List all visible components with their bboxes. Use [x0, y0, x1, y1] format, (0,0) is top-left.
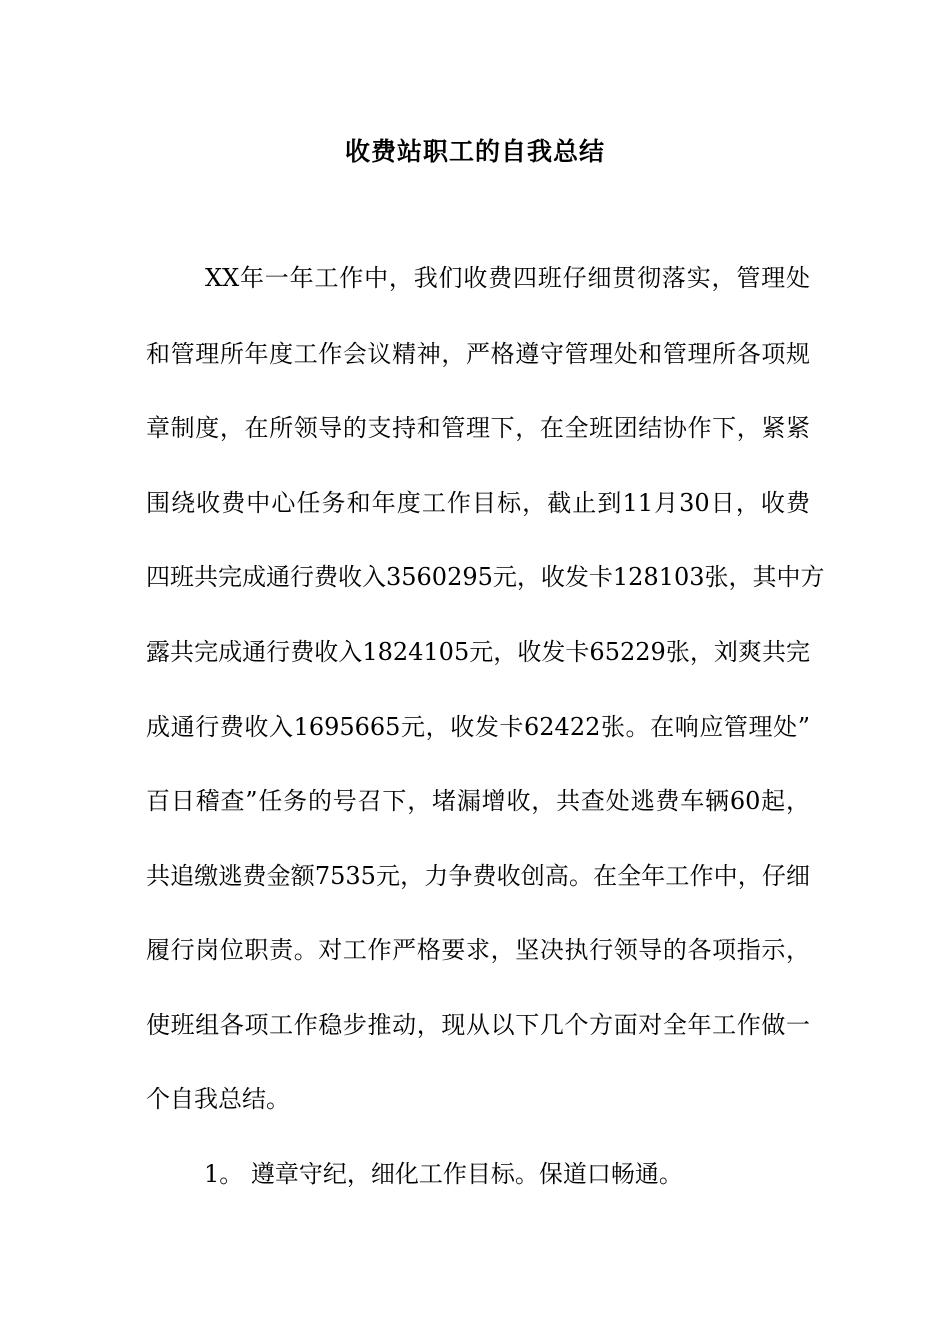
section-heading: 1。 遵章守纪，细化工作目标。保道口畅通。: [204, 1160, 683, 1188]
paragraph-line: 围绕收费中心任务和年度工作目标，截止到11月30日，收费: [146, 489, 810, 517]
paragraph-line: 使班组各项工作稳步推动，现从以下几个方面对全年工作做一: [146, 1011, 810, 1039]
document-title: 收费站职工的自我总结: [344, 137, 605, 166]
paragraph-line: 成通行费收入1695665元，收发卡62422张。在响应管理处”: [146, 713, 810, 741]
paragraph-line: 个自我总结。: [146, 1085, 290, 1113]
paragraph-line: 履行岗位职责。对工作严格要求，坚决执行领导的各项指示，: [146, 936, 810, 964]
paragraph-line: 四班共完成通行费收入3560295元，收发卡128103张，其中方: [146, 563, 825, 591]
paragraph-line: 露共完成通行费收入1824105元，收发卡65229张，刘爽共完: [146, 638, 810, 666]
paragraph-line: 和管理所年度工作会议精神，严格遵守管理处和管理所各项规: [146, 340, 810, 368]
paragraph-line: XX年一年工作中，我们收费四班仔细贯彻落实，管理处: [205, 264, 810, 292]
paragraph-line: 共追缴逃费金额7535元，力争费收创高。在全年工作中，仔细: [146, 862, 810, 890]
paragraph-line: 章制度，在所领导的支持和管理下，在全班团结协作下，紧紧: [146, 414, 810, 442]
paragraph-line: 百日稽查”任务的号召下，堵漏增收，共查处逃费车辆60起，: [146, 787, 810, 815]
